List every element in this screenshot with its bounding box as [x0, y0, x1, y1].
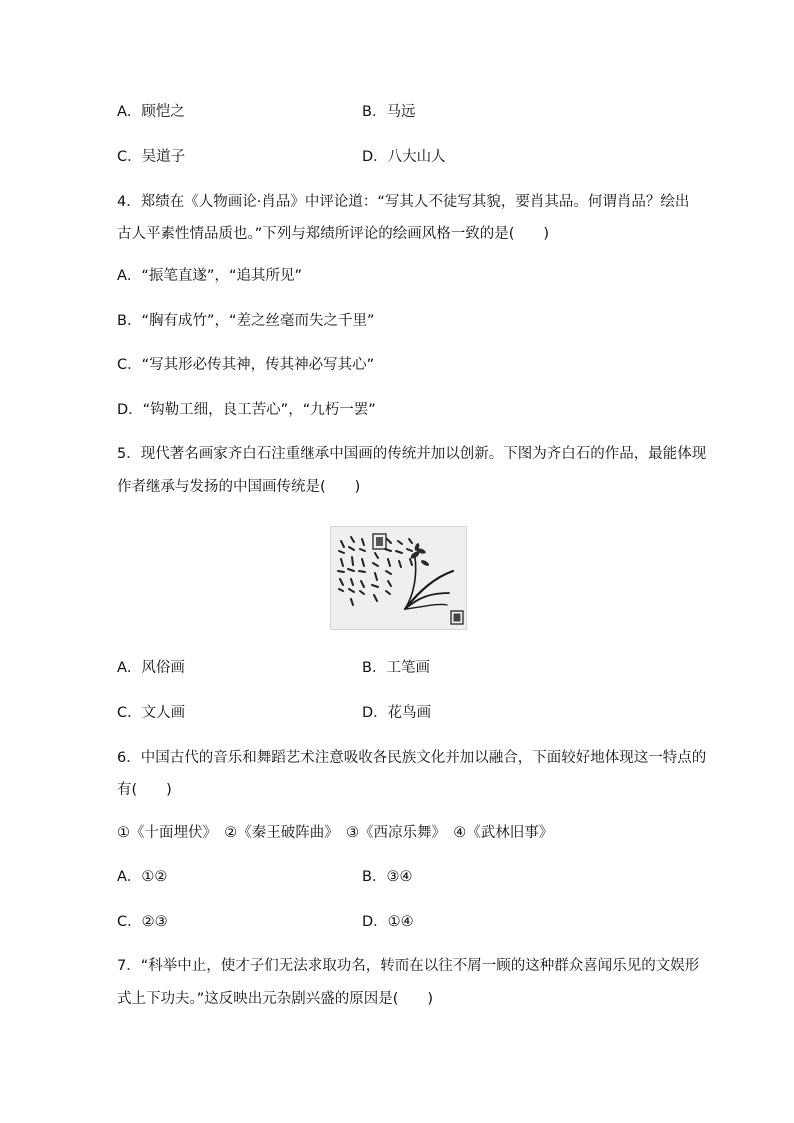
q6-option-d: D．①④	[362, 914, 414, 930]
qi-baishi-orchid-painting	[330, 526, 467, 630]
q4-stem-line2: 古人平素性情品质也。”下列与郑绩所评论的绘画风格一致的是( )	[117, 226, 550, 242]
q7-stem-line2: 式上下功夫。”这反映出元杂剧兴盛的原因是( )	[117, 991, 434, 1007]
orchid-painting-image	[331, 527, 466, 629]
q6-items: ①《十面埋伏》 ②《秦王破阵曲》 ③《西凉乐舞》 ④《武林旧事》	[117, 825, 554, 841]
q4-option-a: A．“振笔直遂”，“追其所见”	[117, 268, 302, 284]
q4-option-d: D．“钩勒工细，良工苦心”，“九朽一罢”	[117, 402, 376, 418]
q3-option-c: C．吴道子	[117, 149, 186, 165]
q3-option-b: B．马远	[362, 104, 416, 120]
q4-stem-line1: 4．郑绩在《人物画论·肖品》中评论道：“写其人不徒写其貌，要肖其品。何谓肖品？绘出	[117, 194, 690, 210]
q6-stem-line2: 有( )	[117, 782, 172, 798]
q5-option-b: B．工笔画	[362, 660, 430, 676]
q4-option-c: C．“写其形必传其神，传其神必写其心”	[117, 357, 375, 373]
q5-stem-line1: 5．现代著名画家齐白石注重继承中国画的传统并加以创新。下图为齐白石的作品，最能体现	[117, 446, 707, 462]
q3-option-a: A．顾恺之	[117, 104, 185, 120]
q6-option-c: C．②③	[117, 914, 168, 930]
q5-option-d: D．花鸟画	[362, 705, 432, 721]
q6-option-b: B．③④	[362, 869, 413, 885]
q6-stem-line1: 6．中国古代的音乐和舞蹈艺术注意吸收各民族文化并加以融合，下面较好地体现这一特点的	[117, 750, 707, 766]
q6-option-a: A．①②	[117, 869, 168, 885]
q5-option-a: A．风俗画	[117, 660, 185, 676]
q4-option-b: B．“胸有成竹”，“差之丝毫而失之千里”	[117, 313, 375, 329]
q5-stem-line2: 作者继承与发扬的中国画传统是( )	[117, 479, 361, 495]
q5-option-c: C．文人画	[117, 705, 186, 721]
q3-option-d: D．八大山人	[362, 149, 446, 165]
q7-stem-line1: 7．“科举中止，使才子们无法求取功名，转而在以往不屑一顾的这种群众喜闻乐见的文娱形	[117, 958, 700, 974]
